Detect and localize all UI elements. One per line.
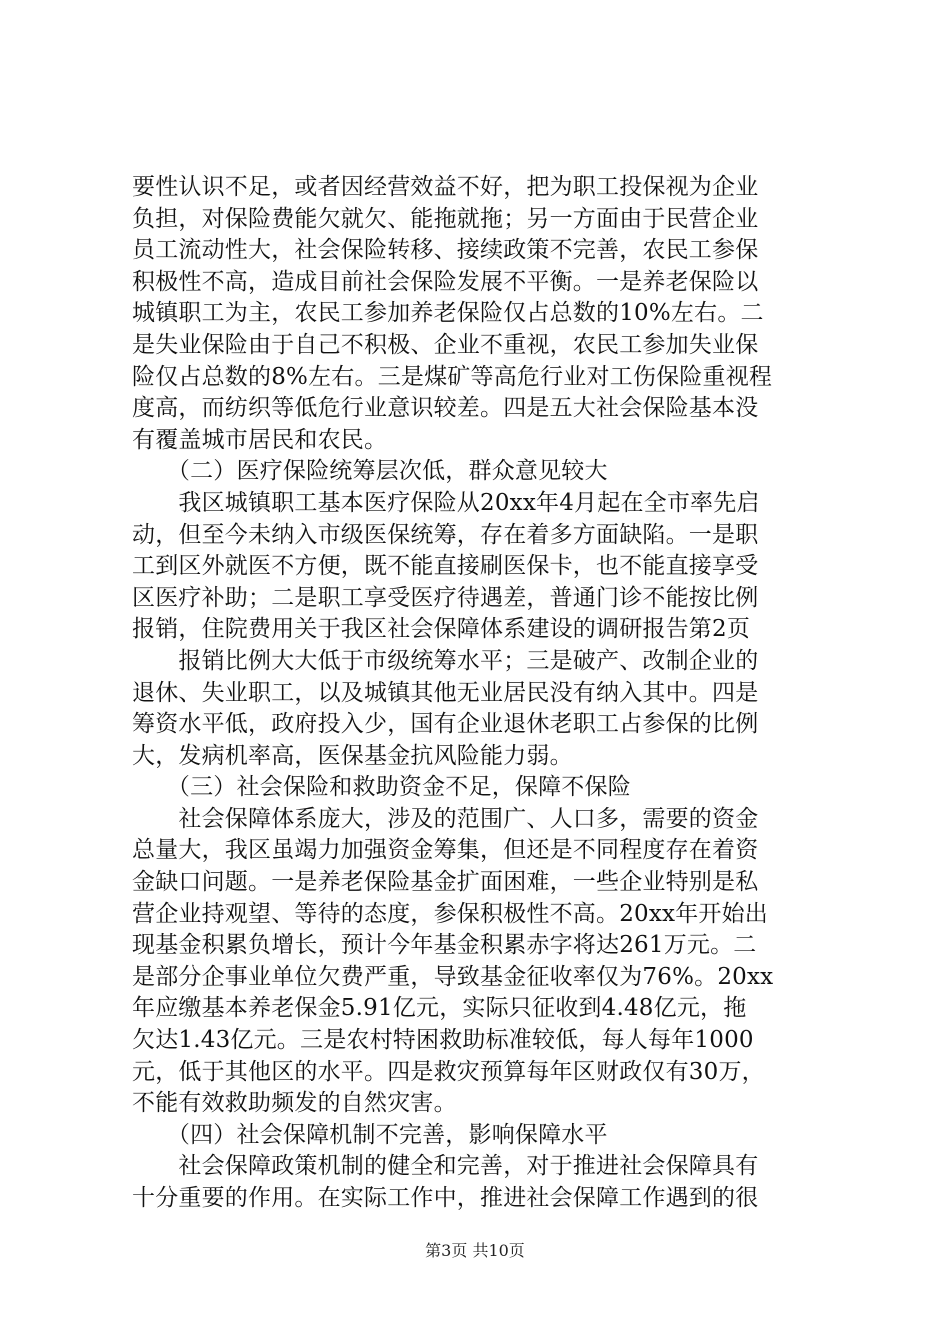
text-line: 退休、失业职工，以及城镇其他无业居民没有纳入其中。四是: [132, 679, 759, 706]
text-line: 大，发病机率高，医保基金抗风险能力弱。: [132, 742, 573, 769]
text-line: 度高，而纺织等低危行业意识较差。四是五大社会保险基本没: [132, 395, 759, 422]
text-line: 是失业保险由于自己不积极、企业不重视，农民工参加失业保: [132, 331, 759, 358]
text-line: 负担，对保险费能欠就欠、能拖就拖；另一方面由于民营企业: [132, 205, 759, 232]
text-line: 筹资水平低，政府投入少，国有企业退休老职工占参保的比例: [132, 711, 759, 738]
text-line: 社会保障体系庞大，涉及的范围广、人口多，需要的资金: [132, 805, 759, 832]
text-line: 是部分企事业单位欠费严重，导致基金征收率仅为76%。20xx: [132, 963, 774, 990]
text-line: 十分重要的作用。在实际工作中，推进社会保障工作遇到的很: [132, 1185, 759, 1211]
text-line: 我区城镇职工基本医疗保险从20xx年4月起在全市率先启: [132, 489, 760, 516]
text-line: 元，低于其他区的水平。四是救灾预算每年区财政仅有30万，: [132, 1058, 765, 1085]
text-line: 欠达1.43亿元。三是农村特困救助标准较低，每人每年1000: [132, 1027, 754, 1054]
text-line: 总量大，我区虽竭力加强资金筹集，但还是不同程度存在着资: [132, 837, 759, 864]
text-line: 员工流动性大，社会保险转移、接续政策不完善，农民工参保: [132, 237, 759, 264]
text-line: 要性认识不足，或者因经营效益不好，把为职工投保视为企业: [132, 174, 759, 200]
text-line: 报销，住院费用关于我区社会保障体系建设的调研报告第2页: [132, 616, 751, 643]
section-heading: （四）社会保障机制不完善，影响保障水平: [132, 1121, 608, 1148]
text-line: 报销比例大大低于市级统筹水平；三是破产、改制企业的: [132, 647, 759, 674]
text-line: 金缺口问题。一是养老保险基金扩面困难，一些企业特别是私: [132, 869, 759, 896]
text-line: 有覆盖城市居民和农民。: [132, 426, 388, 453]
text-line: 区医疗补助；二是职工享受医疗待遇差，普通门诊不能按比例: [132, 584, 759, 611]
text-line: 城镇职工为主，农民工参加养老保险仅占总数的10%左右。二: [132, 300, 764, 327]
page-number-footer: 第3页 共10页: [425, 1241, 525, 1260]
text-line: 社会保障政策机制的健全和完善，对于推进社会保障具有: [132, 1153, 759, 1180]
section-heading: （二）医疗保险统筹层次低，群众意见较大: [132, 458, 608, 485]
text-line: 积极性不高，造成目前社会保险发展不平衡。一是养老保险以: [132, 268, 759, 295]
text-line: 险仅占总数的8%左右。三是煤矿等高危行业对工伤保险重视程: [132, 363, 773, 390]
text-line: 营企业持观望、等待的态度，参保积极性不高。20xx年开始出: [132, 900, 769, 927]
text-line: 工到区外就医不方便，既不能直接刷医保卡，也不能直接享受: [132, 553, 759, 580]
section-heading: （三）社会保险和救助资金不足，保障不保险: [132, 774, 631, 801]
text-line: 年应缴基本养老保金5.91亿元，实际只征收到4.48亿元，拖: [132, 995, 747, 1022]
text-line: 不能有效救助频发的自然灾害。: [132, 1090, 457, 1117]
text-line: 现基金积累负增长，预计今年基金积累赤字将达261万元。二: [132, 932, 757, 959]
text-line: 动，但至今未纳入市级医保统筹，存在着多方面缺陷。一是职: [132, 521, 759, 548]
body-text: [132, 172, 830, 1215]
